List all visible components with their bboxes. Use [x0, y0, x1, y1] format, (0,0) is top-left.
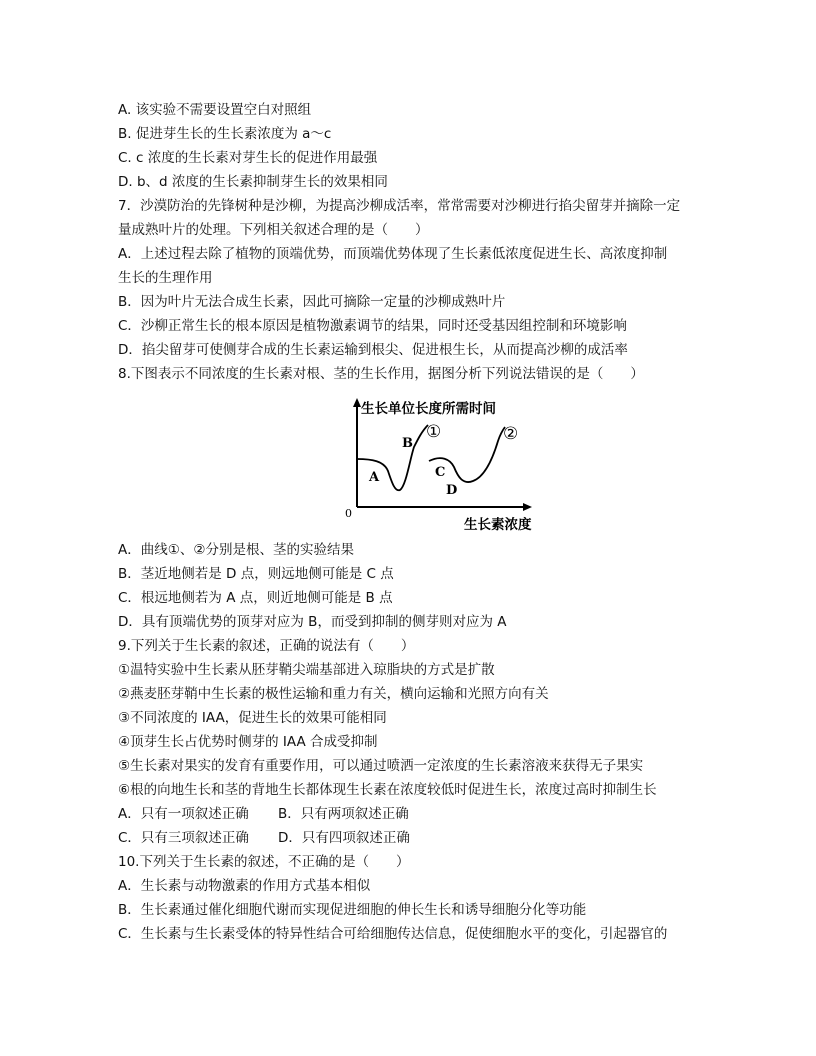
q9-statement-2: ②燕麦胚芽鞘中生长素的极性运输和重力有关，横向运输和光照方向有关	[118, 686, 549, 702]
q7-option-a-line2: 生长的生理作用	[118, 270, 213, 286]
q8-option-a: A．曲线①、②分别是根、茎的实验结果	[118, 542, 354, 558]
q9-options-row-1	[118, 805, 718, 823]
q10-option-b: B．生长素通过催化细胞代谢而实现促进细胞的伸长生长和诱导细胞分化等功能	[118, 902, 587, 918]
q9-option-d: D．只有四项叙述正确	[278, 830, 410, 846]
x-axis-arrow	[523, 503, 532, 511]
q9-statement-5: ⑤生长素对果实的发育有重要作用，可以通过喷洒一定浓度的生长素溶液来获得无子果实	[118, 758, 644, 774]
y-axis-arrow	[353, 398, 361, 407]
q10-stem: 10.下列关于生长素的叙述，不正确的是（ ）	[118, 854, 410, 870]
curve-2-label: ②	[503, 424, 519, 444]
q8-option-b: B．茎近地侧若是 D 点，则远地侧可能是 C 点	[118, 566, 394, 582]
q6-option-d: D. b、d 浓度的生长素抑制芽生长的效果相同	[118, 174, 388, 190]
q9-options-row-2	[118, 829, 718, 847]
q9-option-a: A．只有一项叙述正确	[118, 806, 249, 822]
q9-option-b: B．只有两项叙述正确	[278, 806, 409, 822]
q9-statement-3: ③不同浓度的 IAA，促进生长的效果可能相同	[118, 710, 387, 726]
q9-statement-6: ⑥根的向地生长和茎的背地生长都体现生长素在浓度较低时促进生长，浓度过高时抑制生长	[118, 782, 657, 798]
point-c-label: C	[435, 465, 446, 480]
point-a-label: A	[369, 470, 380, 485]
q10-option-a: A．生长素与动物激素的作用方式基本相似	[118, 878, 371, 894]
x-axis-label: 生长素浓度	[464, 517, 532, 533]
curve-1-label: ①	[426, 422, 442, 442]
q7-option-b: B．因为叶片无法合成生长素，因此可摘除一定量的沙柳成熟叶片	[118, 294, 506, 310]
q8-option-d: D．具有顶端优势的顶芽对应为 B，而受到抑制的侧芽则对应为 A	[118, 614, 507, 630]
y-axis-label: 生长单位长度所需时间	[361, 401, 496, 417]
q7-stem-line1: 7．沙漠防治的先锋树种是沙柳，为提高沙柳成活率，常常需要对沙柳进行掐尖留芽并摘除一定	[118, 198, 681, 214]
q8-option-c: C．根远地侧若为 A 点，则近地侧可能是 B 点	[118, 590, 393, 606]
growth-curve-figure	[340, 395, 550, 535]
q7-option-d: D．掐尖留芽可使侧芽合成的生长素运输到根尖、促进根生长，从而提高沙柳的成活率	[118, 342, 628, 358]
q6-option-c: C. c 浓度的生长素对芽生长的促进作用最强	[118, 150, 378, 166]
q6-option-a: A. 该实验不需要设置空白对照组	[118, 102, 312, 118]
point-d-label: D	[446, 483, 458, 498]
q7-stem-line2: 量成熟叶片的处理。下列相关叙述合理的是（ ）	[118, 222, 429, 238]
q7-option-a-line1: A．上述过程去除了植物的顶端优势，而顶端优势体现了生长素低浓度促进生长、高浓度抑制	[118, 246, 668, 262]
q10-option-c: C．生长素与生长素受体的特异性结合可给细胞传达信息，促使细胞水平的变化，引起器官的	[118, 926, 668, 942]
q7-option-c: C．沙柳正常生长的根本原因是植物激素调节的结果，同时还受基因组控制和环境影响	[118, 318, 627, 334]
q6-option-b: B. 促进芽生长的生长素浓度为 a～c	[118, 126, 332, 142]
q9-statement-1: ①温特实验中生长素从胚芽鞘尖端基部进入琼脂块的方式是扩散	[118, 662, 495, 678]
origin-label: 0	[345, 507, 352, 520]
q9-stem: 9.下列关于生长素的叙述，正确的说法有（ ）	[118, 638, 415, 654]
q9-statement-4: ④顶芽生长占优势时侧芽的 IAA 合成受抑制	[118, 734, 378, 750]
q9-option-c: C．只有三项叙述正确	[118, 830, 249, 846]
q8-stem: 8.下图表示不同浓度的生长素对根、茎的生长作用，据图分析下列说法错误的是（ ）	[118, 366, 644, 382]
curve-1-line	[357, 425, 428, 490]
point-b-label: B	[402, 436, 413, 451]
